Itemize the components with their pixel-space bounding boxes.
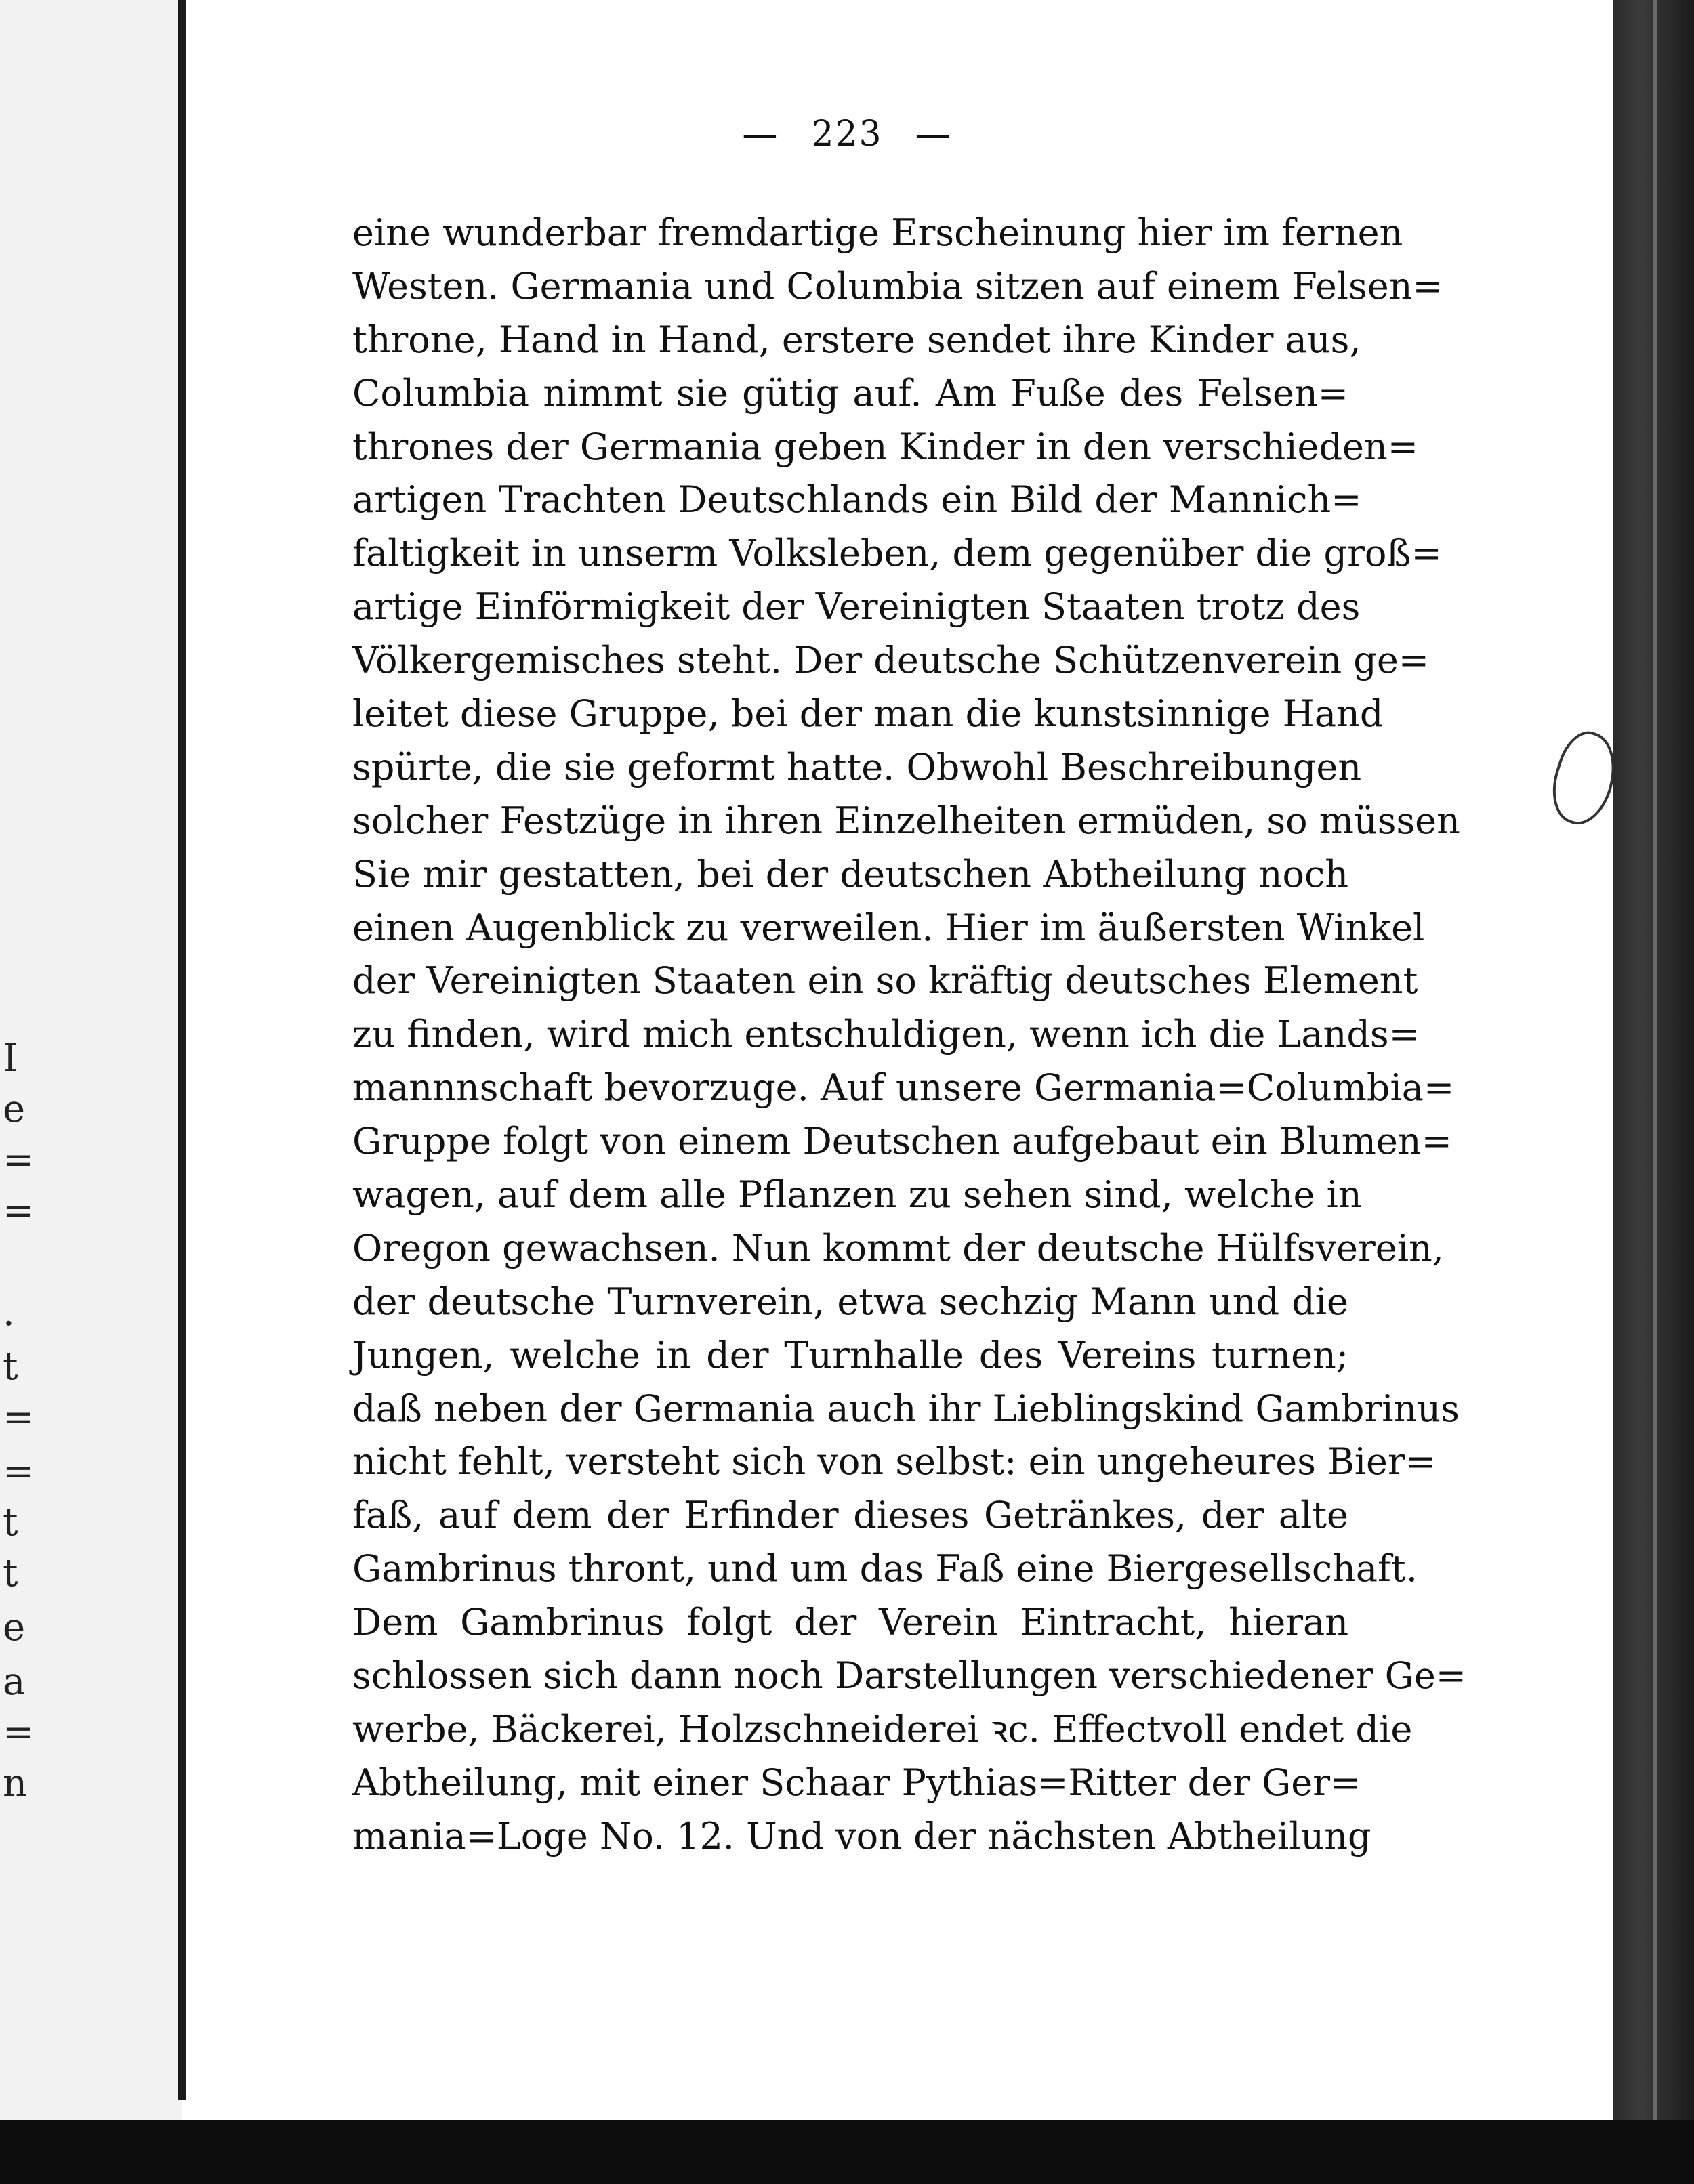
margin-fragment: . [3, 1290, 15, 1335]
text-line: eine wunderbar fremdartige Erscheinung hier im fernen [352, 211, 1403, 254]
text-line: Westen. Germania und Columbia sitzen auf einem Felsen= [352, 264, 1443, 308]
text-line: throne, Hand in Hand, erstere sendet ihre Kinder aus, [352, 318, 1361, 361]
text-line: mannnschaft bevorzuge. Auf unsere Germania=Columbia= [352, 1066, 1455, 1110]
scan-bottom-border [0, 2120, 1694, 2184]
book-gutter [178, 0, 186, 2100]
text-line: thrones der Germania geben Kinder in den verschieden= [352, 425, 1418, 468]
book-edge-highlight [1653, 0, 1657, 2184]
text-line: der Vereinigten Staaten ein so kräftig deutsches Element [352, 959, 1418, 1003]
margin-fragment: = [3, 1189, 35, 1233]
margin-fragment: t [3, 1500, 18, 1545]
text-line: Völkergemisches steht. Der deutsche Schützenverein ge= [352, 639, 1430, 682]
margin-fragment: e [3, 1087, 26, 1131]
text-line: Jungen, welche in der Turnhalle des Vereins turnen; [352, 1333, 1348, 1377]
margin-fragment: = [3, 1395, 35, 1440]
text-line: faß, auf dem der Erfinder dieses Getränkes, der alte [352, 1494, 1348, 1537]
text-line: wagen, auf dem alle Pflanzen zu sehen sind, welche in [352, 1173, 1362, 1217]
margin-fragment: I [3, 1036, 18, 1080]
text-line: Columbia nimmt sie gütig auf. Am Fuße des Felsen= [352, 371, 1348, 415]
text-line: Gruppe folgt von einem Deutschen aufgebaut ein Blumen= [352, 1120, 1452, 1163]
text-line: daß neben der Germania auch ihr Lieblingskind Gambrinus [352, 1387, 1460, 1430]
margin-fragment: = [3, 1710, 35, 1755]
text-line: Abtheilung, mit einer Schaar Pythias=Ritter der Ger= [352, 1761, 1361, 1804]
margin-fragment: t [3, 1345, 18, 1389]
text-line: zu finden, wird mich entschuldigen, wenn ich die Lands= [352, 1013, 1420, 1056]
margin-fragment: e [3, 1605, 26, 1650]
text-line: Sie mir gestatten, bei der deutschen Abtheilung noch [352, 852, 1348, 896]
text-line: Gambrinus thront, und um das Faß eine Biergesellschaft. [352, 1547, 1418, 1591]
text-line: artigen Trachten Deutschlands ein Bild der Mannich= [352, 478, 1362, 522]
page-number-dash-right: — [915, 114, 952, 154]
margin-fragment: = [3, 1138, 35, 1182]
body-text [352, 207, 1467, 1864]
text-line: der deutsche Turnverein, etwa sechzig Mann und die [352, 1280, 1348, 1323]
margin-fragment: n [3, 1761, 28, 1805]
text-line: werbe, Bäckerei, Holzschneiderei ꝛc. Effectvoll endet die [352, 1707, 1413, 1750]
margin-fragment: a [3, 1660, 26, 1704]
page-number-dash-left: — [742, 114, 779, 154]
text-line: mania=Loge No. 12. Und von der nächsten Abtheilung [352, 1814, 1371, 1857]
text-line: solcher Festzüge in ihren Einzelheiten ermüden, so müssen [352, 799, 1460, 842]
text-line: leitet diese Gruppe, bei der man die kunstsinnige Hand [352, 692, 1384, 736]
text-line: nicht fehlt, versteht sich von selbst: ein ungeheures Bier= [352, 1440, 1437, 1484]
text-line: Oregon gewachsen. Nun kommt der deutsche Hülfsverein, [352, 1226, 1444, 1269]
text-line: faltigkeit in unserm Volksleben, dem gegenüber die groß= [352, 532, 1442, 575]
margin-fragment: t [3, 1551, 18, 1595]
text-line: spürte, die sie geformt hatte. Obwohl Beschreibungen [352, 745, 1362, 789]
text-line: einen Augenblick zu verweilen. Hier im äußersten Winkel [352, 906, 1425, 949]
text-line: artige Einförmigkeit der Vereinigten Staaten trotz des [352, 585, 1361, 629]
facing-page-edge [0, 0, 182, 2184]
text-line: Dem Gambrinus folgt der Verein Eintracht, hieran [352, 1601, 1348, 1644]
page-number-header [0, 114, 1694, 154]
page-number: 223 [811, 114, 883, 154]
text-line: schlossen sich dann noch Darstellungen verschiedener Ge= [352, 1654, 1467, 1698]
margin-fragment: = [3, 1450, 35, 1494]
